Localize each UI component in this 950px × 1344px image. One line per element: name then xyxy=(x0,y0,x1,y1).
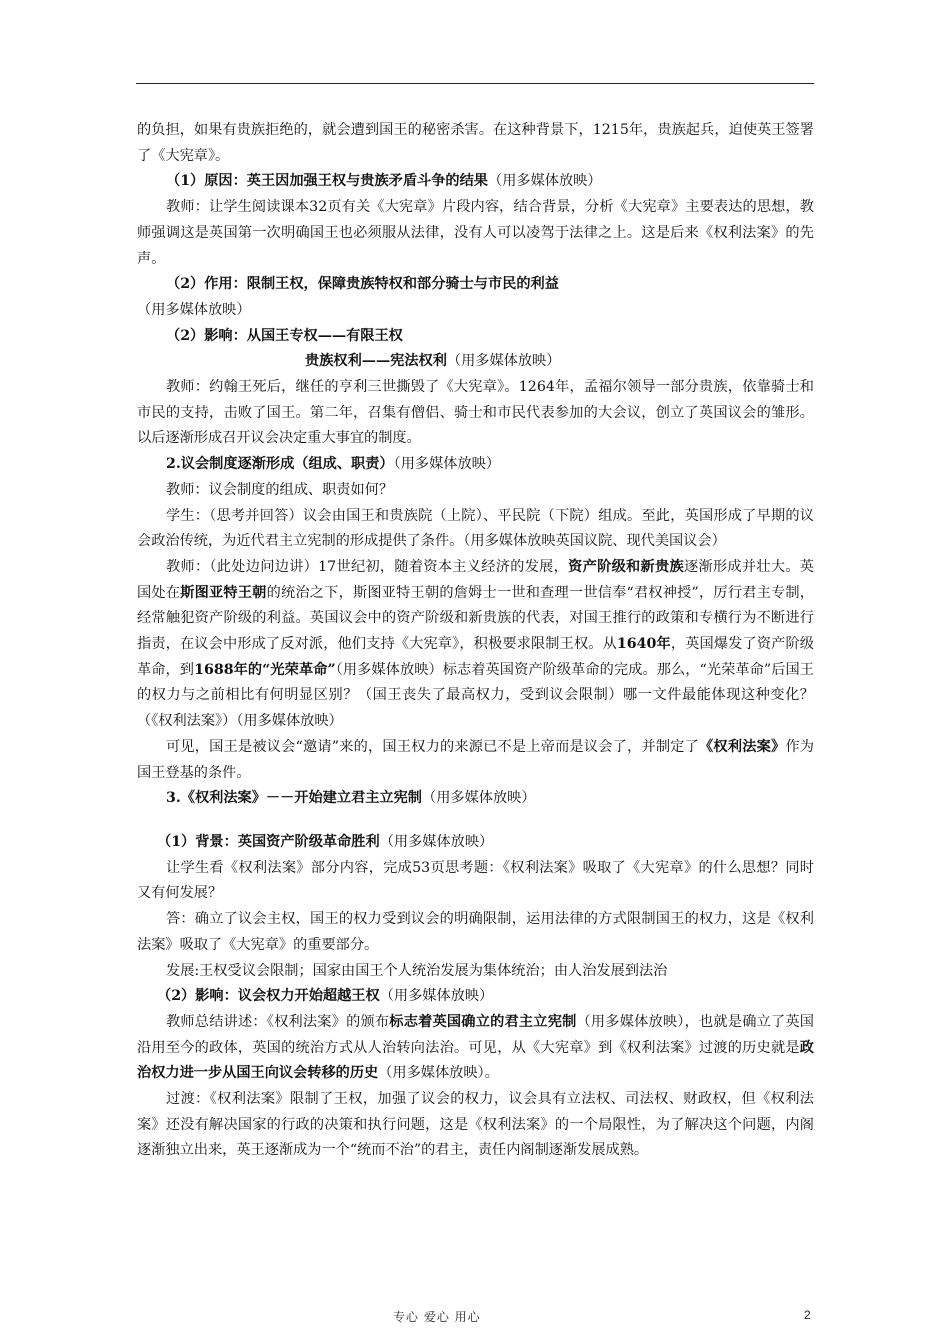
bold-text: 2.议会制度逐渐形成（组成、职责） xyxy=(166,456,394,473)
bold-text: （1）原因：英王因加强王权与贵族矛盾斗争的结果 xyxy=(166,173,488,190)
bold-text: 资产阶级和新贵族 xyxy=(568,558,684,575)
paragraph xyxy=(137,478,814,504)
paragraph xyxy=(137,786,814,812)
bold-text: 标志着英国确立的君主立宪制 xyxy=(389,1013,577,1030)
bold-text: 1688年的“光荣革命” xyxy=(194,661,336,678)
paragraph xyxy=(137,324,814,350)
paragraph xyxy=(137,555,814,735)
text-run: 的负担，如果有贵族拒绝的，就会遭到国王的秘密杀害。在这种背景下，1215年，贵族起兵，迫使英王签署了《大宪章》。 xyxy=(137,122,814,164)
bold-text: 贵族权利——宪法权利 xyxy=(305,353,447,370)
paragraph xyxy=(137,195,814,272)
text-run: （用多媒体放映） xyxy=(393,456,501,473)
text-run: （用多媒体放映） xyxy=(379,833,494,850)
paragraph xyxy=(137,118,814,169)
paragraph xyxy=(137,830,814,856)
paragraph xyxy=(137,1010,814,1087)
paragraph xyxy=(137,907,814,958)
text-run: 教师：议会制度的组成、职责如何？ xyxy=(166,481,394,498)
bold-text: （2）影响：议会权力开始超越王权 xyxy=(157,988,380,1005)
text-run: 教师：（此处边问边讲）17世纪初，随着资本主义经济的发展， xyxy=(166,558,569,575)
text-run: （用多媒体放映） xyxy=(137,301,251,318)
text-run: （用多媒体放映） xyxy=(446,353,561,370)
text-run: 的统治之下，斯图亚特王朝的詹姆士一世和查理一世信奉“君权神授”，厉行君主专制，经常触犯资产阶级的利益。英国议会中的资产阶级和新贵族的代表，对国王推行的政策和专横行为不断进行指责，在议会中形成了反对派，他们支持《大宪章》，积极要求限制王权。从 xyxy=(137,584,814,653)
document-body xyxy=(137,118,814,1164)
text-run: 答：确立了议会主权，国王的权力受到议会的明确限制，运用法律的方式限制国王的权力，这是《权利法案》吸取了《大宪章》的重要部分。 xyxy=(137,911,814,953)
text-run: （用多媒体放映） xyxy=(422,790,536,807)
text-run: 发展:王权受议会限制；国家由国王个人统治发展为集体统治；由人治发展到法治 xyxy=(166,962,668,979)
bold-text: （2）影响：从国王专权——有限王权 xyxy=(166,327,403,344)
text-run: ，英国爆发了资产阶级革命，到 xyxy=(137,636,814,678)
bold-text: 《权利法案》 xyxy=(699,738,786,755)
paragraph xyxy=(137,856,814,907)
paragraph xyxy=(137,298,814,324)
bold-text: 3.《权利法案》－－开始建立君主立宪制 xyxy=(166,790,422,807)
paragraph xyxy=(137,169,814,195)
footer-motto: 专心 爱心 用心 xyxy=(393,1310,481,1324)
paragraph xyxy=(137,504,814,555)
text-run: （用多媒体放映），也就是确立了英国沿用至今的政体，英国的统治方式从人治转向法治。可见，从《大宪章》到《权利法案》过渡的历史就是 xyxy=(137,1013,814,1056)
text-run: 逐渐形成并壮大。英国处在 xyxy=(137,558,814,601)
bold-text: 政治权力进一步从国王向议会转移的历史 xyxy=(137,1039,814,1082)
paragraph xyxy=(137,959,814,985)
paragraph xyxy=(137,349,814,375)
blank-line xyxy=(137,812,814,830)
text-run: 教师总结讲述：《权利法案》的颁布 xyxy=(166,1013,390,1030)
paragraph xyxy=(137,272,814,298)
paragraph xyxy=(137,984,814,1010)
paragraph xyxy=(137,735,814,786)
bold-text: （1）背景：英国资产阶级革命胜利 xyxy=(157,833,380,850)
paragraph xyxy=(137,1087,814,1164)
page-number: 2 xyxy=(804,1308,811,1322)
bold-text: （2）作用：限制王权，保障贵族特权和部分骑士与市民的利益 xyxy=(166,276,559,293)
bold-text: 斯图亚特王朝 xyxy=(180,584,267,601)
bold-text: 1640年 xyxy=(616,636,671,653)
text-run: 教师：让学生阅读课本32页有关《大宪章》片段内容，结合背景，分析《大宪章》主要表达的思想，教师强调这是英国第一次明确国王也必须服从法律，没有人可以凌驾于法律之上。这是后来《权利法案》的先声。 xyxy=(137,199,814,267)
text-run: 过渡：《权利法案》限制了王权，加强了议会的权力，议会具有立法权、司法权、财政权，但《权利法案》还没有解决国家的行政的决策和执行问题，这是《权利法案》的一个局限性，为了解决这个问题，内阁逐渐独立出来，英王逐渐成为一个“统而不治”的君主，责任内阁制逐渐发展成熟。 xyxy=(137,1091,814,1159)
text-run: 学生：（思考并回答）议会由国王和贵族院（上院）、平民院（下院）组成。至此，英国形成了早期的议会政治传统，为近代君主立宪制的形成提供了条件。（用多媒体放映英国议院、现代美国议会） xyxy=(137,507,814,550)
text-run: 作为国王登基的条件。 xyxy=(137,738,814,781)
text-run: （用多媒体放映） xyxy=(379,988,494,1005)
text-run: 可见，国王是被议会“邀请”来的，国王权力的来源已不是上帝而是议会了，并制定了 xyxy=(166,738,700,755)
text-run: 让学生看《权利法案》部分内容，完成53页思考题：《权利法案》吸取了《大宪章》的什么思想？同时又有何发展？ xyxy=(137,859,814,902)
text-run: （用多媒体放映） xyxy=(488,173,602,190)
text-run: （用多媒体放映）。 xyxy=(378,1065,499,1082)
header-rule xyxy=(136,83,814,84)
text-run: （用多媒体放映）标志着英国资产阶级革命的完成。那么，“光荣革命”后国王的权力与之前相比有何明显区别？（国王丧失了最高权力，受到议会限制）哪一文件最能体现这种变化？（《权利法案》）（用多媒体放映） xyxy=(137,661,814,730)
text-run: 教师：约翰王死后，继任的亨利三世撕毁了《大宪章》。1264年，孟福尔领导一部分贵族，依靠骑士和市民的支持，击败了国王。第二年，召集有僧侣、骑士和市民代表参加的大会议，创立了英国议会的雏形。以后逐渐形成召开议会决定重大事宜的制度。 xyxy=(137,379,814,447)
paragraph xyxy=(137,375,814,452)
paragraph xyxy=(137,452,814,478)
